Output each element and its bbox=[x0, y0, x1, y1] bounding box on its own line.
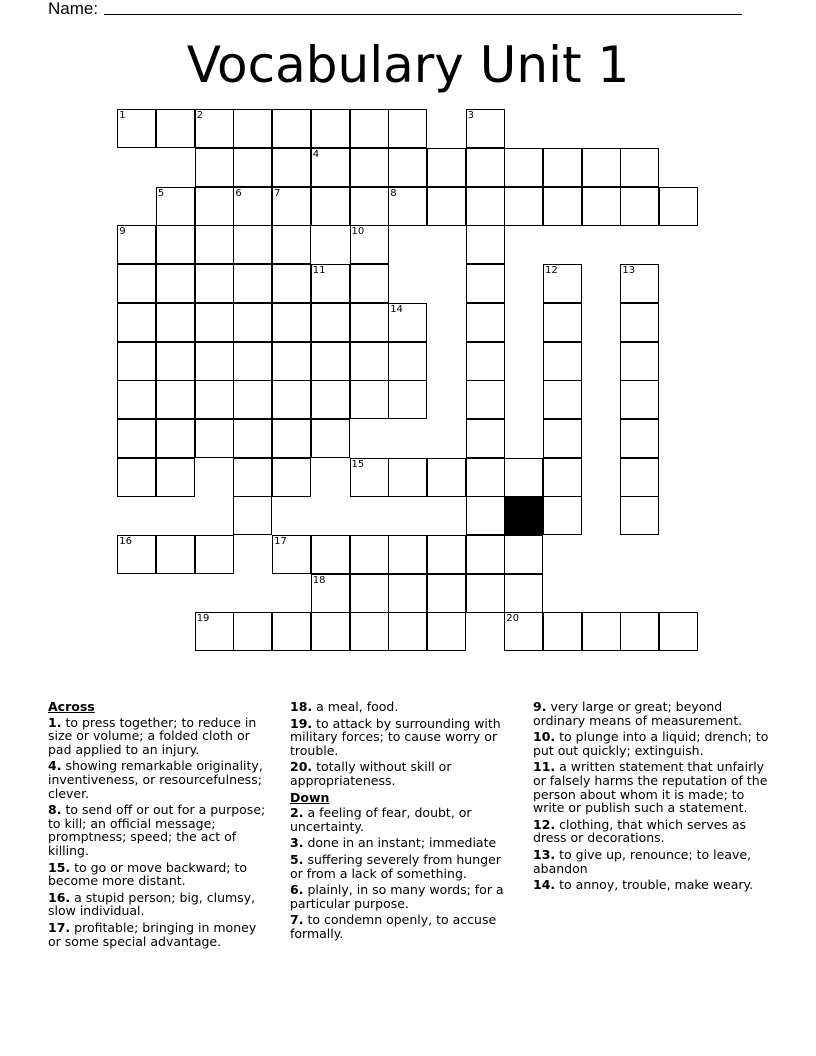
grid-cell[interactable] bbox=[311, 419, 350, 458]
grid-cell[interactable] bbox=[388, 612, 427, 651]
clue-across-18: 18. a meal, food. bbox=[290, 699, 399, 714]
grid-cell[interactable] bbox=[233, 109, 272, 148]
grid-cell[interactable] bbox=[466, 225, 505, 264]
grid-cell[interactable] bbox=[311, 380, 350, 419]
grid-cell[interactable] bbox=[156, 535, 195, 574]
grid-cell[interactable] bbox=[195, 342, 234, 381]
grid-cell[interactable] bbox=[156, 225, 195, 264]
grid-cell[interactable] bbox=[466, 187, 505, 226]
grid-cell[interactable] bbox=[117, 225, 156, 264]
clue-number: 15 bbox=[351, 458, 365, 470]
clue-number: 14 bbox=[390, 303, 403, 315]
grid-cell[interactable] bbox=[156, 419, 195, 458]
grid-cell[interactable] bbox=[311, 187, 350, 226]
grid-cell[interactable] bbox=[233, 612, 272, 651]
grid-cell[interactable] bbox=[195, 264, 234, 303]
clues-column-3 bbox=[533, 700, 773, 895]
grid-cell[interactable] bbox=[543, 303, 582, 342]
clue-number: 20 bbox=[506, 613, 520, 625]
clue-across-19: 19. to attack by surrounding with military forces; to cause worry or trouble. bbox=[290, 715, 501, 758]
clue-down-2: 2. a feeling of fear, doubt, or uncertainty. bbox=[290, 805, 472, 834]
grid-cell[interactable] bbox=[543, 187, 582, 226]
grid-cell[interactable] bbox=[388, 187, 427, 226]
clue-down-6: 6. plainly, in so many words; for a particular purpose. bbox=[290, 882, 504, 911]
grid-cell[interactable] bbox=[311, 342, 350, 381]
page-title: Vocabulary Unit 1 bbox=[186, 36, 630, 94]
black-square bbox=[504, 496, 543, 535]
grid-cell[interactable] bbox=[350, 458, 389, 497]
grid-cell[interactable] bbox=[233, 458, 272, 497]
grid-cell[interactable] bbox=[272, 612, 311, 651]
clue-down-3: 3. done in an instant; immediate bbox=[290, 835, 497, 851]
grid-cell[interactable] bbox=[156, 109, 195, 148]
clue-number: 4 bbox=[312, 148, 320, 160]
grid-cell[interactable] bbox=[233, 303, 272, 342]
grid-cell[interactable] bbox=[504, 148, 543, 187]
grid-cell[interactable] bbox=[582, 612, 621, 651]
clues-column-2 bbox=[290, 700, 516, 944]
grid-cell[interactable] bbox=[466, 264, 505, 303]
clue-down-14: 14. to annoy, trouble, make weary. bbox=[533, 877, 754, 893]
clue-across-20: 20. totally without skill or appropriateness. bbox=[290, 759, 452, 788]
grid-cell[interactable] bbox=[582, 187, 621, 226]
grid-cell[interactable] bbox=[543, 380, 582, 419]
grid-cell[interactable] bbox=[620, 612, 659, 651]
grid-cell[interactable] bbox=[272, 148, 311, 187]
clue-across-17: 17. profitable; bringing in money or some special advantage. bbox=[48, 919, 257, 949]
grid-cell[interactable] bbox=[388, 342, 427, 381]
grid-cell[interactable] bbox=[466, 303, 505, 342]
grid-cell[interactable] bbox=[466, 419, 505, 458]
grid-cell[interactable] bbox=[311, 535, 350, 574]
grid-cell[interactable] bbox=[272, 187, 311, 226]
grid-cell[interactable] bbox=[195, 535, 234, 574]
clue-down-7: 7. to condemn openly, to accuse formally. bbox=[290, 912, 497, 941]
grid-cell[interactable] bbox=[156, 380, 195, 419]
name-label: Name: bbox=[48, 0, 99, 18]
grid-cell[interactable] bbox=[620, 303, 659, 342]
grid-cell[interactable] bbox=[350, 109, 389, 148]
grid-cell[interactable] bbox=[543, 612, 582, 651]
grid-cell[interactable] bbox=[233, 380, 272, 419]
grid-cell[interactable] bbox=[504, 535, 543, 574]
grid-cell[interactable] bbox=[117, 458, 156, 497]
grid-cell[interactable] bbox=[466, 380, 505, 419]
grid-cell[interactable] bbox=[156, 458, 195, 497]
clue-down-10: 10. to plunge into a liquid; drench; to put out quickly; extinguish. bbox=[533, 729, 769, 758]
down-heading: Down bbox=[290, 789, 330, 805]
clue-number: 13 bbox=[622, 265, 636, 277]
clue-number: 9 bbox=[119, 226, 126, 238]
grid-cell[interactable] bbox=[620, 380, 659, 419]
clues-column-1 bbox=[48, 700, 270, 951]
grid-cell[interactable] bbox=[156, 303, 195, 342]
grid-cell[interactable] bbox=[117, 342, 156, 381]
clue-across-4: 4. showing remarkable originality, inventiveness, or resourcefulness; clever. bbox=[48, 758, 263, 801]
grid-cell[interactable] bbox=[427, 612, 466, 651]
grid-cell[interactable] bbox=[427, 187, 466, 226]
grid-cell[interactable] bbox=[311, 264, 350, 303]
grid-cell[interactable] bbox=[156, 342, 195, 381]
grid-cell[interactable] bbox=[466, 574, 505, 613]
grid-cell[interactable] bbox=[311, 148, 350, 187]
grid-cell[interactable] bbox=[272, 535, 311, 574]
grid-cell[interactable] bbox=[117, 264, 156, 303]
grid-cell[interactable] bbox=[233, 148, 272, 187]
grid-cell[interactable] bbox=[543, 264, 582, 303]
grid-cell[interactable] bbox=[117, 303, 156, 342]
grid-cell[interactable] bbox=[350, 535, 389, 574]
grid-cell[interactable] bbox=[620, 419, 659, 458]
clue-number: 18 bbox=[312, 574, 326, 586]
grid-cell[interactable] bbox=[350, 574, 389, 613]
grid-cell[interactable] bbox=[543, 496, 582, 535]
grid-cell[interactable] bbox=[272, 419, 311, 458]
grid-cell[interactable] bbox=[311, 303, 350, 342]
clue-number: 19 bbox=[196, 613, 210, 625]
grid-cell[interactable] bbox=[311, 574, 350, 613]
grid-cell[interactable] bbox=[504, 187, 543, 226]
grid-cell[interactable] bbox=[117, 380, 156, 419]
clue-number: 1 bbox=[119, 110, 126, 122]
grid-cell[interactable] bbox=[466, 458, 505, 497]
grid-cell[interactable] bbox=[466, 342, 505, 381]
clue-down-11: 11. a written statement that unfairly or falsely harms the reputation of the person about whom it is made; to write or publish such a statement. bbox=[533, 759, 768, 816]
grid-cell[interactable] bbox=[195, 225, 234, 264]
clue-across-8: 8. to send off or out for a purpose; to kill; an official message; promptness; speed; the act of killing. bbox=[48, 802, 266, 858]
clue-across-1: 1. to press together; to reduce in size or volume; a folded cloth or pad applied to an injury. bbox=[48, 714, 257, 757]
grid-cell[interactable] bbox=[195, 303, 234, 342]
grid-cell[interactable] bbox=[156, 187, 195, 226]
grid-cell[interactable] bbox=[233, 187, 272, 226]
grid-cell[interactable] bbox=[233, 419, 272, 458]
clue-down-9: 9. very large or great; beyond ordinary means of measurement. bbox=[533, 699, 743, 728]
clue-number: 2 bbox=[196, 110, 204, 122]
grid-cell[interactable] bbox=[582, 148, 621, 187]
grid-cell[interactable] bbox=[272, 342, 311, 381]
grid-cell[interactable] bbox=[543, 458, 582, 497]
grid-cell[interactable] bbox=[350, 612, 389, 651]
grid-cell[interactable] bbox=[466, 109, 505, 148]
clue-number: 5 bbox=[157, 187, 165, 199]
grid-cell[interactable] bbox=[272, 380, 311, 419]
grid-cell[interactable] bbox=[388, 380, 427, 419]
grid-cell[interactable] bbox=[195, 148, 234, 187]
grid-cell[interactable] bbox=[195, 187, 234, 226]
clue-number: 8 bbox=[390, 187, 397, 199]
grid-cell[interactable] bbox=[466, 496, 505, 535]
grid-cell[interactable] bbox=[117, 419, 156, 458]
clue-number: 17 bbox=[274, 536, 287, 547]
clue-number: 16 bbox=[119, 536, 133, 547]
grid-cell[interactable] bbox=[195, 419, 234, 458]
clue-across-15: 15. to go or move backward; to become more distant. bbox=[48, 859, 248, 889]
across-heading: Across bbox=[48, 699, 95, 714]
grid-cell[interactable] bbox=[311, 612, 350, 651]
grid-cell[interactable] bbox=[272, 225, 311, 264]
grid-cell[interactable] bbox=[427, 574, 466, 613]
grid-cell[interactable] bbox=[427, 148, 466, 187]
grid-cell[interactable] bbox=[620, 458, 659, 497]
grid-cell[interactable] bbox=[620, 148, 659, 187]
clue-down-13: 13. to give up, renounce; to leave, abandon bbox=[533, 846, 752, 876]
clue-across-16: 16. a stupid person; big, clumsy, slow individual. bbox=[48, 889, 256, 919]
grid-cell[interactable] bbox=[388, 458, 427, 497]
grid-cell[interactable] bbox=[466, 535, 505, 574]
clue-number: 3 bbox=[467, 110, 474, 122]
grid-cell[interactable] bbox=[659, 612, 698, 651]
clue-number: 12 bbox=[545, 265, 558, 277]
grid-cell[interactable] bbox=[466, 148, 505, 187]
grid-cell[interactable] bbox=[350, 187, 389, 226]
grid-cell[interactable] bbox=[427, 458, 466, 497]
grid-cell[interactable] bbox=[195, 109, 234, 148]
grid-cell[interactable] bbox=[504, 574, 543, 613]
grid-cell[interactable] bbox=[543, 342, 582, 381]
grid-cell[interactable] bbox=[117, 109, 156, 148]
grid-cell[interactable] bbox=[233, 342, 272, 381]
grid-cell[interactable] bbox=[117, 535, 156, 574]
grid-cell[interactable] bbox=[350, 342, 389, 381]
grid-cell[interactable] bbox=[350, 264, 389, 303]
grid-cell[interactable] bbox=[311, 109, 350, 148]
grid-cell[interactable] bbox=[195, 380, 234, 419]
grid-cell[interactable] bbox=[543, 148, 582, 187]
grid-cell[interactable] bbox=[388, 109, 427, 148]
grid-cell[interactable] bbox=[620, 342, 659, 381]
grid-cell[interactable] bbox=[620, 264, 659, 303]
grid-cell[interactable] bbox=[504, 612, 543, 651]
grid-cell[interactable] bbox=[350, 148, 389, 187]
grid-cell[interactable] bbox=[233, 225, 272, 264]
clue-down-5: 5. suffering severely from hunger or from a lack of something. bbox=[290, 851, 501, 881]
grid-cell[interactable] bbox=[195, 612, 234, 651]
clue-number: 11 bbox=[312, 265, 326, 277]
grid-cell[interactable] bbox=[233, 264, 272, 303]
grid-cell[interactable] bbox=[350, 380, 389, 419]
grid-cell[interactable] bbox=[543, 419, 582, 458]
grid-cell[interactable] bbox=[388, 535, 427, 574]
clue-number: 10 bbox=[351, 226, 365, 238]
grid-cell[interactable] bbox=[620, 496, 659, 535]
grid-cell[interactable] bbox=[156, 264, 195, 303]
grid-cell[interactable] bbox=[350, 225, 389, 264]
grid-cell[interactable] bbox=[388, 574, 427, 613]
clue-number: 6 bbox=[235, 187, 242, 199]
clue-down-12: 12. clothing, that which serves as dress or decorations. bbox=[533, 816, 747, 846]
clue-number: 7 bbox=[274, 187, 281, 199]
grid-cell[interactable] bbox=[350, 303, 389, 342]
grid-cell[interactable] bbox=[659, 187, 698, 226]
grid-cell[interactable] bbox=[388, 303, 427, 342]
grid-cell[interactable] bbox=[620, 187, 659, 226]
grid-cell[interactable] bbox=[233, 496, 272, 535]
grid-cell[interactable] bbox=[272, 109, 311, 148]
grid-cell[interactable] bbox=[388, 148, 427, 187]
grid-cell[interactable] bbox=[272, 264, 311, 303]
grid-cell[interactable] bbox=[272, 458, 311, 497]
grid-cell[interactable] bbox=[272, 303, 311, 342]
grid-cell[interactable] bbox=[427, 535, 466, 574]
grid-cell[interactable] bbox=[504, 458, 543, 497]
